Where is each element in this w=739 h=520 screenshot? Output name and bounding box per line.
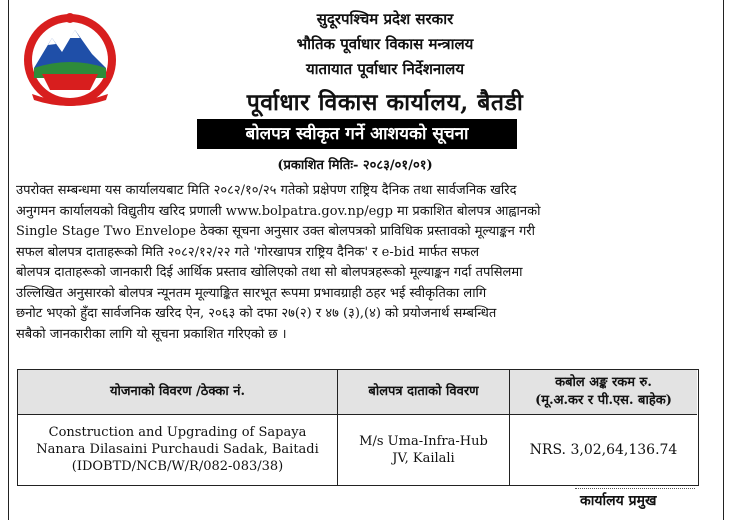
body-line: अनुगमन कार्यालयको विद्युतीय खरिद प्रणाली www.bolpatra.gov.np/egp मा प्रकाशित बोलपत्र आह्वानको bbox=[16, 203, 541, 219]
project-line: Construction and Upgrading of Sapaya bbox=[48, 425, 307, 440]
signature-line bbox=[575, 488, 695, 489]
office-chief-signature: कार्यालय प्रमुख bbox=[580, 493, 657, 509]
project-cell bbox=[18, 415, 338, 485]
contract-number: (IDOBTD/NCB/W/R/082-083/38) bbox=[71, 459, 284, 474]
body-line: छनोट भएको हुँदा सार्वजनिक खरिद ऐन, २०६३ को दफा २७(२) र ४७ (३),(४) को प्रयोजनार्थ सम्बन्धित bbox=[16, 306, 497, 321]
body-line: सबैको जानकारीका लागि यो सूचना प्रकाशित गरिएको छ । bbox=[16, 326, 287, 342]
bidder-line: M/s Uma-Infra-Hub bbox=[359, 434, 488, 449]
body-line: Single Stage Two Envelope ठेक्का सूचना अनुसार उक्त बोलपत्रको प्राविधिक प्रस्तावको मूल्याङ्कन गरी bbox=[16, 224, 535, 239]
ministry-name: भौतिक पूर्वाधार विकास मन्त्रालय bbox=[296, 35, 474, 53]
header-project: योजनाको विवरण /ठेक्का नं. bbox=[18, 370, 338, 415]
bidder-line: JV, Kailali bbox=[392, 451, 455, 466]
body-line: उपरोक्त सम्बन्धमा यस कार्यालयबाट मिति २०८२/१०/२५ गतेको प्रक्षेपण राष्ट्रिय दैनिक तथा सार्वजनिक खरिद bbox=[16, 183, 517, 198]
award-table bbox=[17, 369, 699, 486]
notice-body bbox=[16, 181, 716, 345]
office-name: पूर्वाधार विकास कार्यालय, बैतडी bbox=[246, 89, 524, 116]
body-line: सफल बोलपत्र दाताहरूको मिति २०८२/१२/२२ गते 'गोरखापत्र राष्ट्रिय दैनिक' र e-bid मार्फत सफल bbox=[16, 244, 480, 260]
project-line: Nanara Dilasaini Purchaudi Sadak, Baitadi bbox=[36, 442, 319, 457]
bidder-cell bbox=[338, 415, 510, 485]
notice-title-banner: बोलपत्र स्वीकृत गर्ने आशयको सूचना bbox=[197, 119, 517, 149]
body-line: बोलपत्र दाताहरूको जानकारी दिई आर्थिक प्रस्ताव खोलिएको तथा सो बोलपत्रहरूको मूल्याङ्कन गर्दा तपसिलमा bbox=[16, 265, 523, 280]
body-line: उल्लिखित अनुसारको बोलपत्र न्यूनतम मूल्याङ्कित सारभूत रूपमा प्रभावग्राही ठहर भई स्वीकृतिका लागि bbox=[16, 285, 487, 301]
header-amount-line2: (मू.अ.कर र पी.एस. बाहेक) bbox=[535, 393, 672, 408]
published-date: (प्रकाशित मितिः- २०८३/०१/०१) bbox=[277, 158, 433, 173]
header-bidder: बोलपत्र दाताको विवरण bbox=[338, 370, 510, 415]
province-government: सुदूरपश्चिम प्रदेश सरकार bbox=[316, 10, 454, 28]
amount-cell: NRS. 3,02,64,136.74 bbox=[529, 442, 678, 458]
header-amount bbox=[510, 370, 697, 415]
header-amount-line1: कबोल अङ्क रकम रु. bbox=[555, 375, 652, 390]
directorate-name: यातायात पूर्वाधार निर्देशनालय bbox=[305, 60, 465, 78]
nepal-government-emblem-icon bbox=[20, 8, 120, 108]
